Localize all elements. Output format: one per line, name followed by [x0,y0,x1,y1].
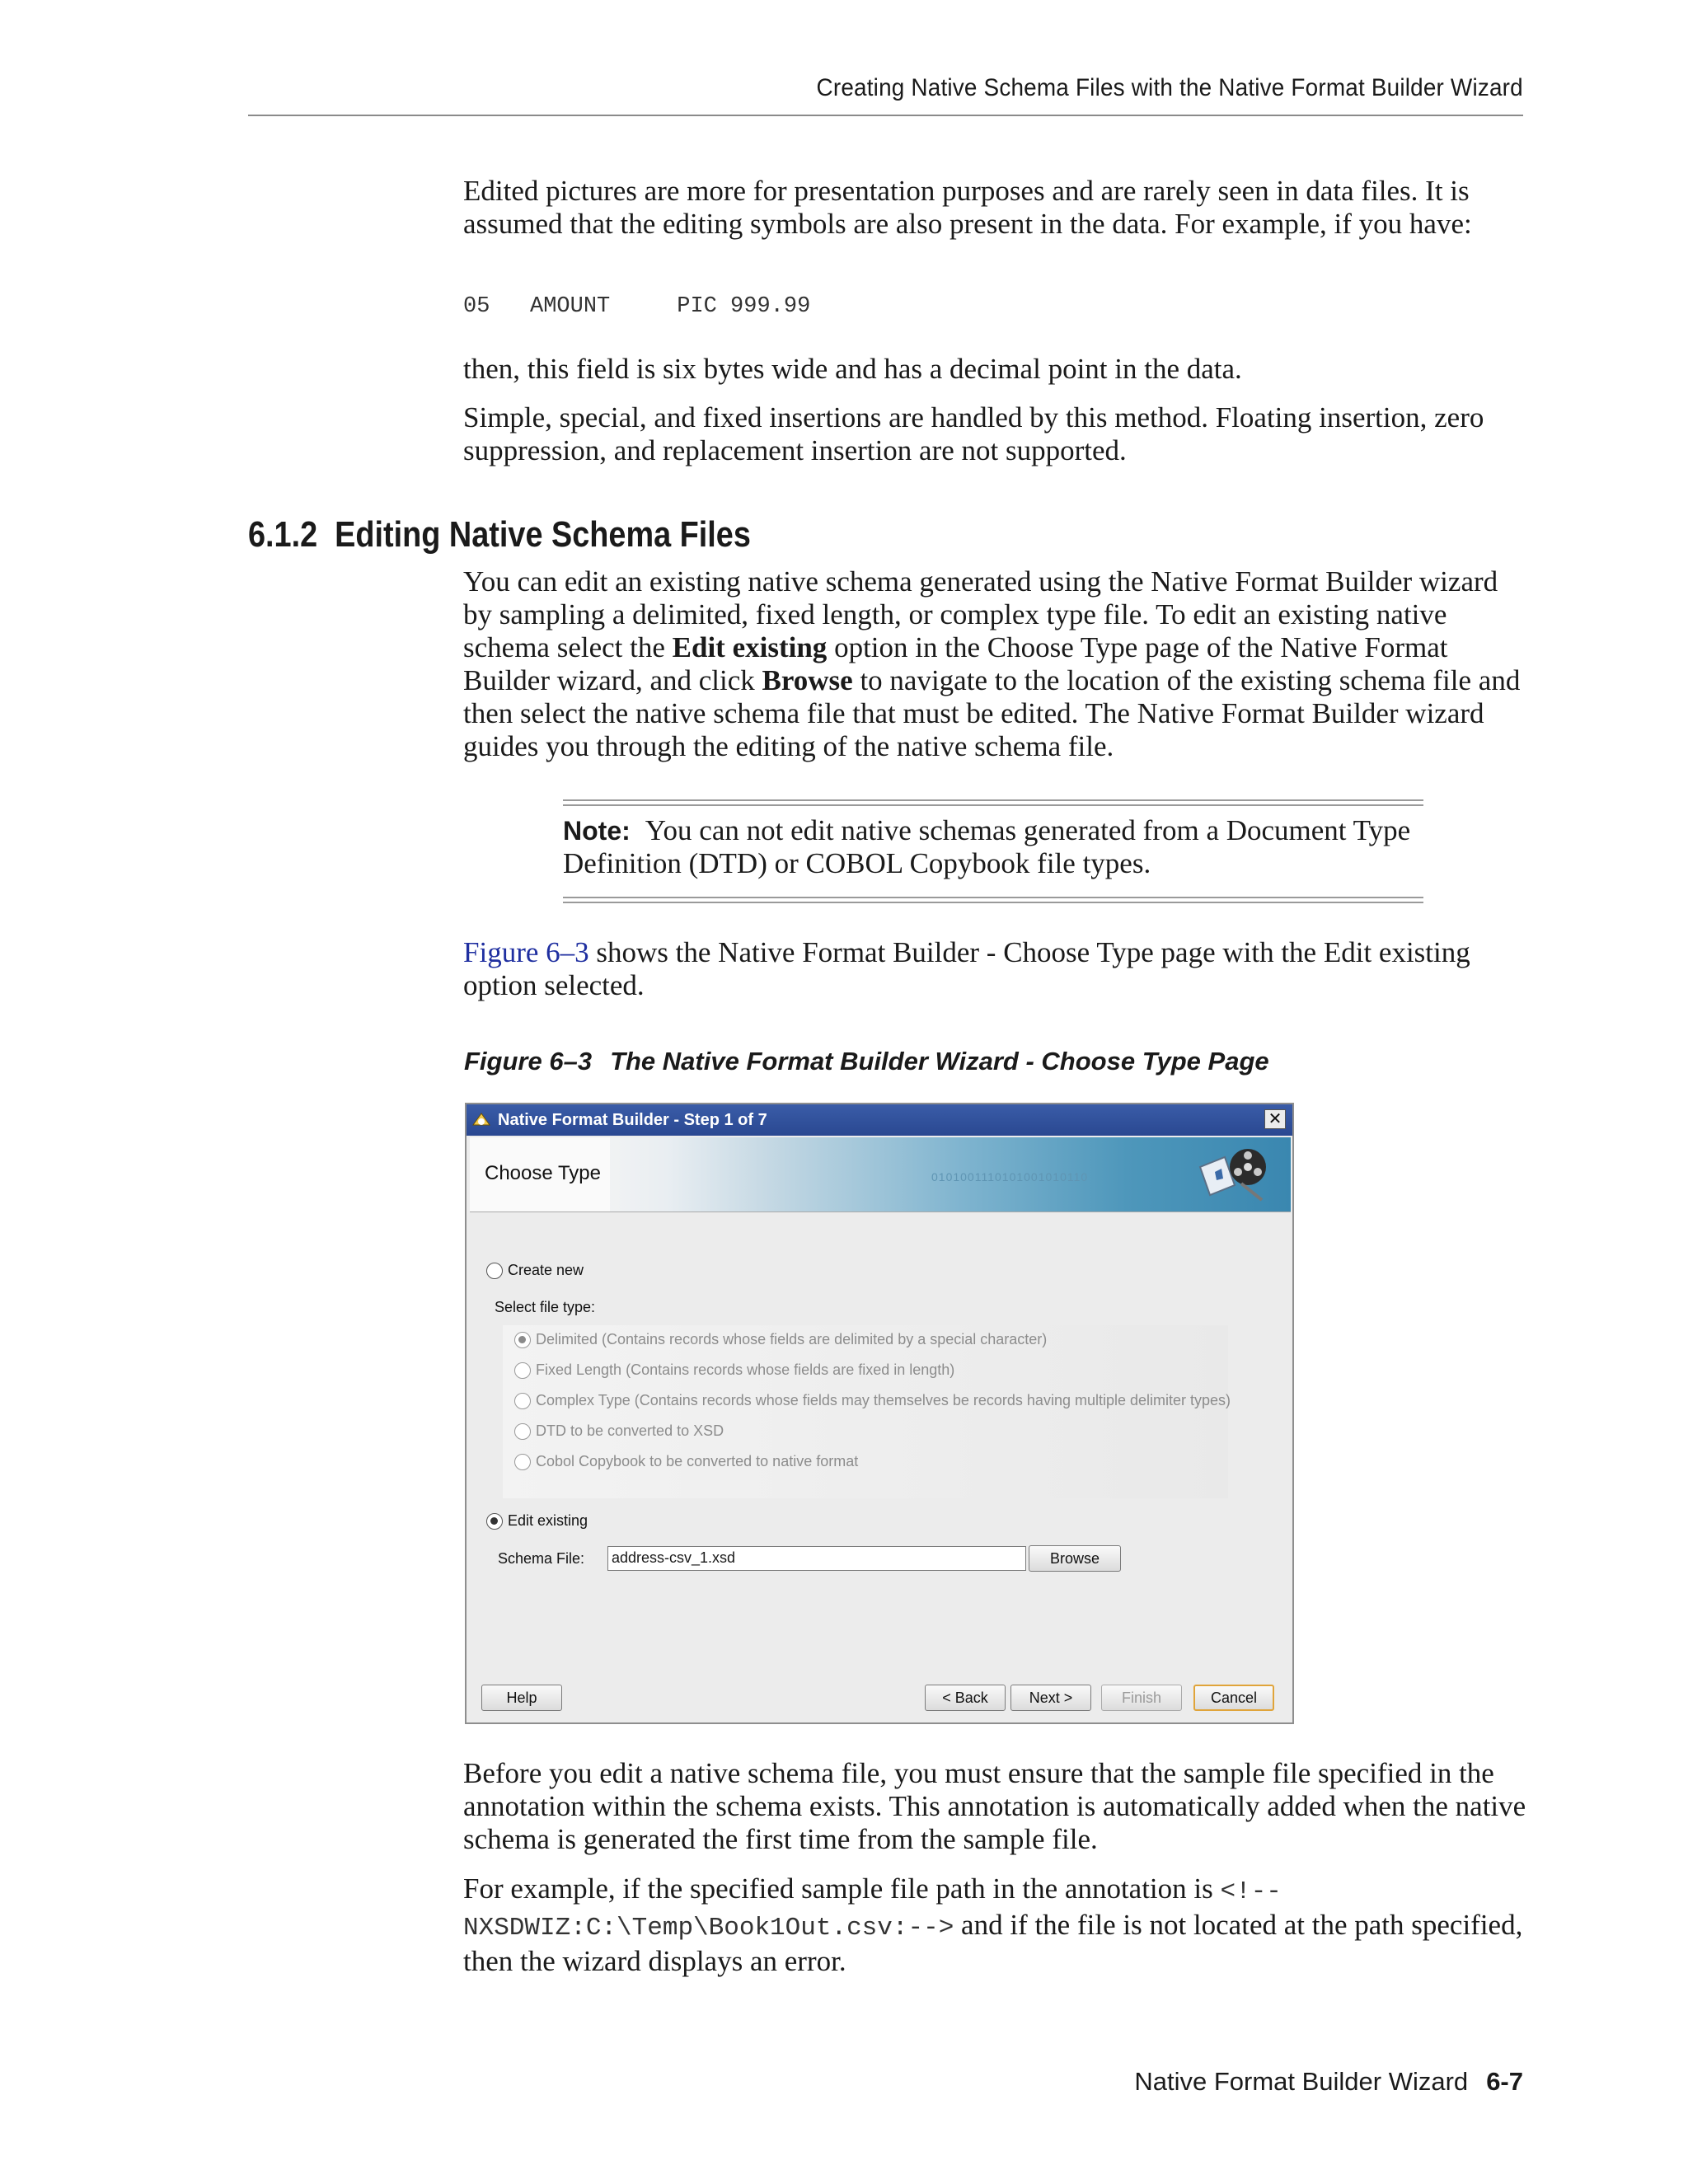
film-reel-icon [1192,1142,1274,1208]
section-heading: 6.1.2 Editing Native Schema Files [248,514,751,555]
browse-button[interactable]: Browse [1029,1545,1121,1572]
create-new-label[interactable]: Create new [508,1262,584,1278]
section-paragraph: You can edit an existing native schema generated using the Native Format Builder wizard by sampling a delimited, fixed length, or complex type file. To edit an existing native schema select the Edit existing option in the Choose Type page of the Native Format Builder wizard, and click Browse to navigate to the location of the existing schema file and then select the native schema file that must be edited. The Native Format Builder wizard guides you through the editing of the native schema file. [463,565,1521,762]
select-file-type-label: Select file type: [495,1299,596,1315]
cobol-radio[interactable] [514,1454,531,1470]
intro-paragraph-1: Edited pictures are more for presentation purposes and are rarely seen in data files. It is assumed that the editing symbols are also present in the data. For example, if you have: [463,175,1472,240]
after-paragraph-1: Before you edit a native schema file, you must ensure that the sample file specified in the annotation within the schema exists. This annotation is automatically added when the native schema is generated the first time from the sample file. [463,1757,1526,1855]
edit-existing-term: Edit existing [672,631,828,663]
edit-existing-label[interactable]: Edit existing [508,1512,588,1529]
delimited-label[interactable]: Delimited (Contains records whose fields are delimited by a special character) [536,1331,1048,1347]
banner-binary-decoration: 0101001110101001010110 [931,1170,1089,1183]
page-number: 6-7 [1486,2067,1523,2096]
app-icon [471,1110,491,1128]
create-new-radio[interactable] [486,1263,503,1279]
help-button[interactable]: Help [481,1685,562,1711]
figure-title: The Native Format Builder Wizard - Choose Type Page [610,1047,1269,1076]
after-paragraph-2: For example, if the specified sample file path in the annotation is <!--NXSDWIZ:C:\Temp\Book1Out.csv:--> and if the file is not located at the path specified, then the wizard displays an error. [463,1872,1523,1977]
next-button[interactable]: Next > [1010,1685,1091,1711]
back-button[interactable]: < Back [925,1685,1006,1711]
cobol-label[interactable]: Cobol Copybook to be converted to native format [536,1453,859,1469]
complex-type-radio[interactable] [514,1393,531,1409]
dialog-titlebar [467,1104,1292,1136]
file-type-group [503,1325,1228,1498]
note-box [563,799,1423,905]
note-label: Note: [563,816,631,846]
fixed-length-radio[interactable] [514,1362,531,1379]
annotation-code: <!--NXSDWIZ:C:\Temp\Book1Out.csv:--> [463,1877,1282,1943]
running-head: Creating Native Schema Files with the Native Format Builder Wizard [816,74,1523,101]
page-footer [1134,2067,1523,2097]
wizard-banner [470,1137,1291,1212]
browse-term: Browse [762,664,853,696]
intro-paragraph-2: then, this field is six bytes wide and has a decimal point in the data. [463,353,1242,385]
code-sample: 05 AMOUNT PIC 999.99 [463,294,811,319]
figure-reference-paragraph: Figure 6–3 shows the Native Format Builder - Choose Type page with the Edit existing option selected. [463,936,1470,1001]
page-title: Choose Type [485,1162,601,1184]
delimited-radio[interactable] [514,1332,531,1348]
figure-number: Figure 6–3 [464,1047,593,1076]
note-text: You can not edit native schemas generated from a Document Type Definition (DTD) or COBOL Copybook file types. [563,814,1411,879]
dialog-title: Native Format Builder - Step 1 of 7 [498,1111,767,1129]
footer-title: Native Format Builder Wizard [1134,2067,1469,2096]
close-button[interactable]: ✕ [1264,1109,1286,1129]
complex-type-label[interactable]: Complex Type (Contains records whose fields may themselves be records having multiple delimiter types) [536,1392,1231,1408]
finish-button[interactable]: Finish [1101,1685,1182,1711]
figure-link[interactable]: Figure 6–3 [463,936,589,968]
intro-paragraph-3: Simple, special, and fixed insertions are handled by this method. Floating insertion, zero suppression, and replacement insertion are not supported. [463,401,1484,466]
edit-existing-radio[interactable] [486,1513,503,1530]
dtd-radio[interactable] [514,1423,531,1440]
note-bottom-rule [563,897,1423,903]
header-rule [248,115,1523,116]
wizard-dialog [465,1103,1294,1724]
dialog-body [470,1213,1291,1658]
schema-file-input[interactable]: address-csv_1.xsd [607,1546,1026,1571]
fixed-length-label[interactable]: Fixed Length (Contains records whose fields are fixed in length) [536,1361,955,1378]
cancel-button[interactable]: Cancel [1193,1685,1274,1711]
schema-file-label: Schema File: [498,1550,585,1567]
note-top-rule [563,799,1423,806]
dtd-label[interactable]: DTD to be converted to XSD [536,1422,724,1439]
figure-caption [464,1047,1269,1076]
